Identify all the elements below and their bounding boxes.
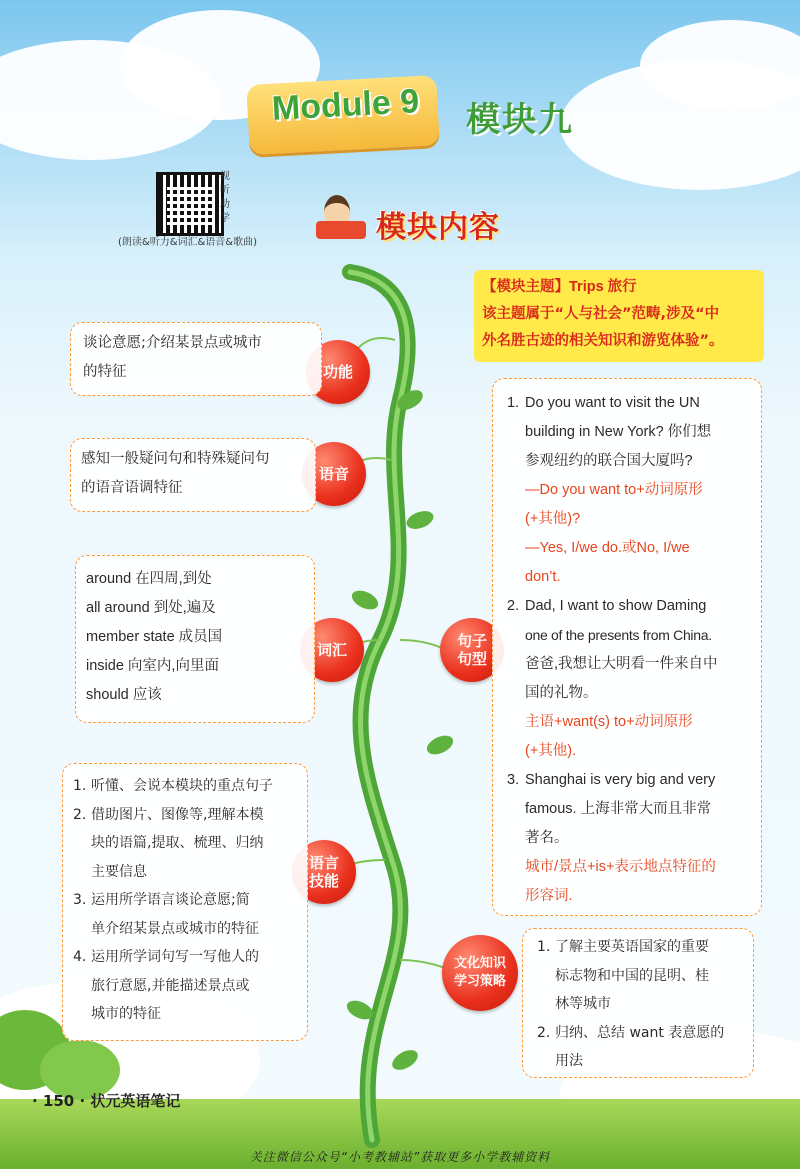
function-box <box>70 322 322 396</box>
skills-line: 单介绍某景点或城市的特征 <box>91 920 259 937</box>
pattern-line: —Do you want to+动词原形 <box>525 482 703 498</box>
module-title-cn: 模块九 <box>466 100 574 140</box>
phonetics-line-2: 的语音语调特征 <box>81 480 183 496</box>
skills-line: 借助图片、图像等,理解本模 <box>91 806 264 823</box>
sentence-item-3 <box>507 766 755 911</box>
culture-line: 标志物和中国的昆明、桂 <box>555 967 709 984</box>
pattern-line: 城市/景点+is+表示地点特征的 <box>525 859 716 875</box>
culture-box <box>522 928 754 1078</box>
sentence-line: 著名。 <box>525 830 569 846</box>
sentence-line: 参观纽约的联合国大厦吗? <box>525 453 693 469</box>
theme-name: Trips 旅行 <box>569 279 637 295</box>
pattern-line: don’t. <box>525 569 561 585</box>
skills-line: 运用所学语言谈论意愿;简 <box>91 892 250 908</box>
skills-line: 块的语篇,提取、梳理、归纳 <box>91 835 264 851</box>
sentence-number: 1. <box>507 395 520 411</box>
module-title-en: Module 9 <box>270 82 421 128</box>
skills-number: 2. <box>73 806 87 823</box>
sentence-line: 国的礼物。 <box>525 685 598 701</box>
sentence-line: famous. 上海非常大而且非常 <box>525 801 712 817</box>
sentence-line: Do you want to visit the UN <box>525 395 700 411</box>
theme-tag: 【模块主题】 <box>482 279 569 295</box>
sentence-line: 爸爸,我想让大明看一件来自中 <box>525 656 718 672</box>
pattern-line: 形容词. <box>525 888 573 904</box>
heart-function: 功能 <box>306 340 370 404</box>
sentence-number: 3. <box>507 772 520 788</box>
culture-item-1 <box>537 933 747 1019</box>
culture-number: 1. <box>537 939 551 955</box>
theme-tag-line <box>482 274 756 301</box>
culture-line: 林等城市 <box>555 996 611 1012</box>
skills-line: 主要信息 <box>91 863 147 880</box>
skills-item-4 <box>73 943 303 1029</box>
pattern-line: (+其他)? <box>525 511 581 527</box>
pattern-line: (+其他). <box>525 743 577 759</box>
sentence-line: Dad, I want to show Daming <box>525 598 707 614</box>
heart-culture: 文化知识 学习策略 <box>442 935 518 1011</box>
pattern-line: 主语+want(s) to+动词原形 <box>525 714 693 730</box>
theme-line-1: 该主题属于“人与社会”范畴,涉及“中 <box>482 306 720 322</box>
skills-number: 4. <box>73 949 87 965</box>
culture-line: 用法 <box>555 1053 583 1069</box>
footer-note: 关注微信公众号“小考教辅站”获取更多小学教辅资料 <box>249 1150 551 1164</box>
pattern-line: —Yes, I/we do.或No, I/we <box>525 540 690 556</box>
vocabulary-box <box>75 555 315 723</box>
culture-line: 归纳、总结 want 表意愿的 <box>555 1024 725 1041</box>
page-number: · 150 · 状元英语笔记 <box>32 1092 181 1110</box>
vocab-item: member state 成员国 <box>86 629 223 645</box>
phonetics-box <box>70 438 316 512</box>
section-title: 模块内容 <box>376 210 500 245</box>
sentence-box <box>492 378 762 916</box>
skills-item-1 <box>73 772 303 801</box>
sentence-number: 2. <box>507 598 520 614</box>
qr-side-label: 视听助学 <box>220 171 230 224</box>
vocab-item: around 在四周,到处 <box>86 571 212 587</box>
sentence-line: Shanghai is very big and very <box>525 772 716 788</box>
sentence-line: one of the presents from China. <box>525 627 712 643</box>
vocab-item: should 应该 <box>86 687 162 703</box>
skills-number: 1. <box>73 778 87 794</box>
sentence-item-1 <box>507 389 755 592</box>
skills-box <box>62 763 308 1041</box>
skills-number: 3. <box>73 892 87 908</box>
skills-line: 运用所学词句写一写他人的 <box>91 949 259 965</box>
skills-item-2 <box>73 801 303 887</box>
qr-caption: (朗读&听力&词汇&语音&歌曲) <box>118 237 257 248</box>
vocab-item: all around 到处,遍及 <box>86 600 216 616</box>
culture-item-2 <box>537 1019 747 1076</box>
phonetics-line-1: 感知一般疑问句和特殊疑问句 <box>81 451 270 467</box>
sentence-item-2 <box>507 592 755 766</box>
function-line-2: 的特征 <box>83 364 127 380</box>
skills-line: 听懂、会说本模块的重点句子 <box>91 778 273 794</box>
skills-line: 旅行意愿,并能描述景点或 <box>91 977 250 994</box>
theme-line-2: 外名胜古迹的相关知识和游览体验”。 <box>482 333 724 349</box>
heart-vocabulary: 词汇 <box>300 618 364 682</box>
heart-sentence: 句子 句型 <box>440 618 504 682</box>
heart-phonetics: 语音 <box>302 442 366 506</box>
culture-line: 了解主要英语国家的重要 <box>555 939 709 955</box>
heart-language-skills: 语言 技能 <box>292 840 356 904</box>
culture-number: 2. <box>537 1024 551 1041</box>
skills-item-3 <box>73 886 303 943</box>
sentence-line: building in New York? 你们想 <box>525 424 712 440</box>
vocab-item: inside 向室内,向里面 <box>86 658 219 674</box>
skills-line: 城市的特征 <box>91 1006 161 1022</box>
function-line-1: 谈论意愿;介绍某景点或城市 <box>83 335 262 351</box>
theme-box <box>474 270 764 362</box>
